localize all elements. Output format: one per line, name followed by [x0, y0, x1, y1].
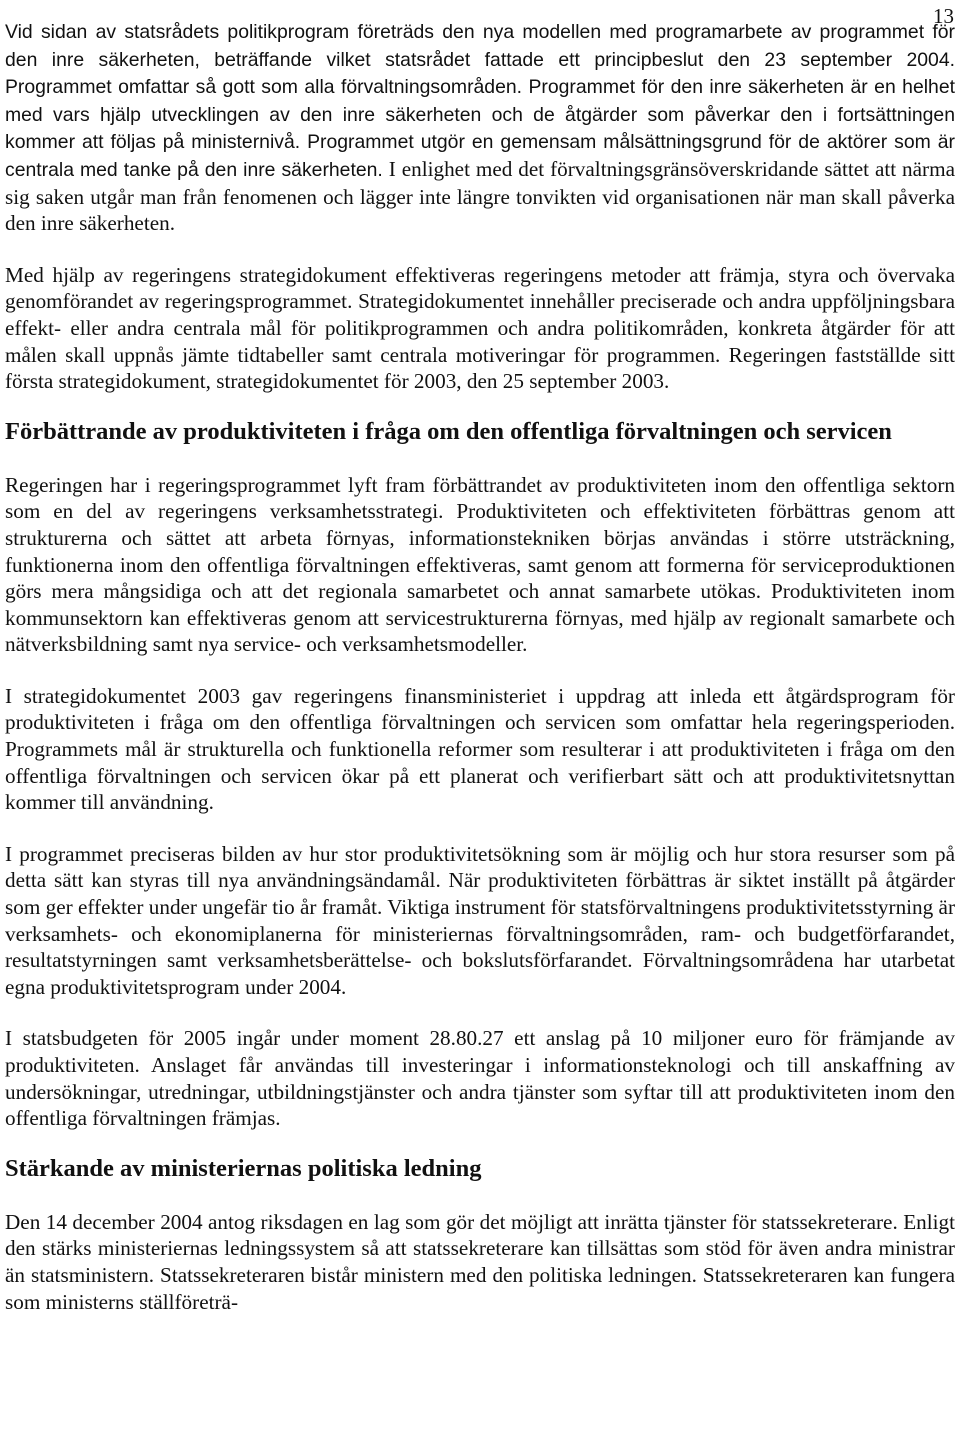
paragraph-strategy-document: Med hjälp av regeringens strategidokument effektiveras regeringens metoder att främja, styra och övervaka genomförandet av regeringsprogrammet. Strategidokumentet innehåller preciserade och andra uppföljningsbara effekt- eller andra centrala mål för politikprogrammen och andra politikområden, konkreta åtgärder för att målen skall uppnås jämte tidtabeller samt centrala motiveringar för programmen. Regeringen fastställde sitt första strategidokument, strategidokumentet för 2003, den 25 september 2003.	[5, 262, 955, 394]
paragraph-state-budget: I statsbudgeten för 2005 ingår under moment 28.80.27 ett anslag på 10 miljoner euro för främjande av produktiviteten. Anslaget får användas till investeringar i informationsteknologi och till anskaffning av undersökningar, utredningar, utbildningstjänster och andra tjänster som syftar till att produktiviteten inom den offentliga förvaltningen främjas.	[5, 1026, 955, 1131]
paragraph-inner-security-program	[5, 18, 955, 237]
heading-productivity: Förbättrande av produktiviteten i fråga om den offentliga förvaltningen och servicen	[5, 417, 892, 445]
paragraph-productivity-program: I strategidokumentet 2003 gav regeringens finansministeriet i uppdrag att inleda ett åtgärdsprogram för produktiviteten i fråga om den offentliga förvaltningen och servicen som omfattar hela regeringsperioden. Programmets mål är strukturella och funktionella reformer som resulterar i att produktiviteten i fråga om den offentliga förvaltningen och servicen ökar på ett planerat och verifierbart sätt och att produktivitetsnyttan kommer till användning.	[5, 683, 955, 815]
paragraph-productivity-details: I programmet preciseras bilden av hur stor produktivitetsökning som är möjlig och hur stora resurser som på detta sätt kan styras till nya användningsändamål. När produktiviteten förbättras är siktet inställt på åtgärder som ger effekter under ungefär tio år framåt. Viktiga instrument för statsförvaltningens produktivitetsstyrning är verksamhets- och ekonomiplanerna för ministeriernas förvaltningsområden, ram- och budgetförfarandet, resultatstyrningen samt verksamhetsberättelse- och bokslutsförfarandet. Förvaltningsområdena har utarbetat egna produktivitetsprogram under 2004.	[5, 841, 955, 999]
heading-political-leadership: Stärkande av ministeriernas politiska ledning	[5, 1154, 482, 1182]
paragraph-state-secretaries: Den 14 december 2004 antog riksdagen en lag som gör det möjligt att inrätta tjänster för statssekreterare. Enligt den stärks ministeriernas ledningssystem så att statssekreterare kan tillsättas som stöd för även andra ministrar än statsministern. Statssekreteraren bistår ministern med den politiska ledningen. Statssekreteraren kan fungera som ministerns ställföreträ-	[5, 1209, 955, 1314]
page-content	[5, 18, 955, 1315]
paragraph-productivity-intro: Regeringen har i regeringsprogrammet lyft fram förbättrandet av produktiviteten inom den offentliga sektorn som en del av regeringens verksamhetsstrategi. Produktiviteten och effektiviteten förbättras genom att strukturerna och sättet att arbeta förnyas, informationstekniken börjas användas i större utsträckning, funktionerna inom den offentliga förvaltningen effektiveras, samt genom att formerna för serviceproduktionen görs mera mångsidiga och att det regionala samarbetet och annat samarbete utökas. Produktiviteten inom kommunsektorn kan effektiveras genom att servicestrukturerna förnyas, med hjälp av regionalt samarbete och nätverksbildning samt nya service- och verksamhetsmodeller.	[5, 472, 955, 657]
paragraph-sans-segment: Vid sidan av statsrådets politikprogram företräds den nya modellen med programarbete av programmet för den inre säkerheten, beträffande vilket statsrådet fattade ett principbeslut den 23 september 2004. Programmet omfattar så gott som alla förvaltningsområden. Programmet för den inre säkerheten är en helhet med vars hjälp utvecklingen av den inre säkerheten och de åtgärder som påverkar den i fortsättningen kommer att följas på ministernivå. Programmet utgör en gemensam målsättningsgrund för de aktörer som är centrala med tanke på den inre säkerheten.	[5, 21, 955, 181]
page-number: 13	[933, 4, 954, 28]
paragraph-serif-segment: I enlighet med det förvaltningsgränsöverskridande sättet att närma sig saken utgår man från fenomenen och lägger inte längre tonvikten vid organisationen när man skall påverka den inre säkerheten.	[5, 156, 955, 236]
